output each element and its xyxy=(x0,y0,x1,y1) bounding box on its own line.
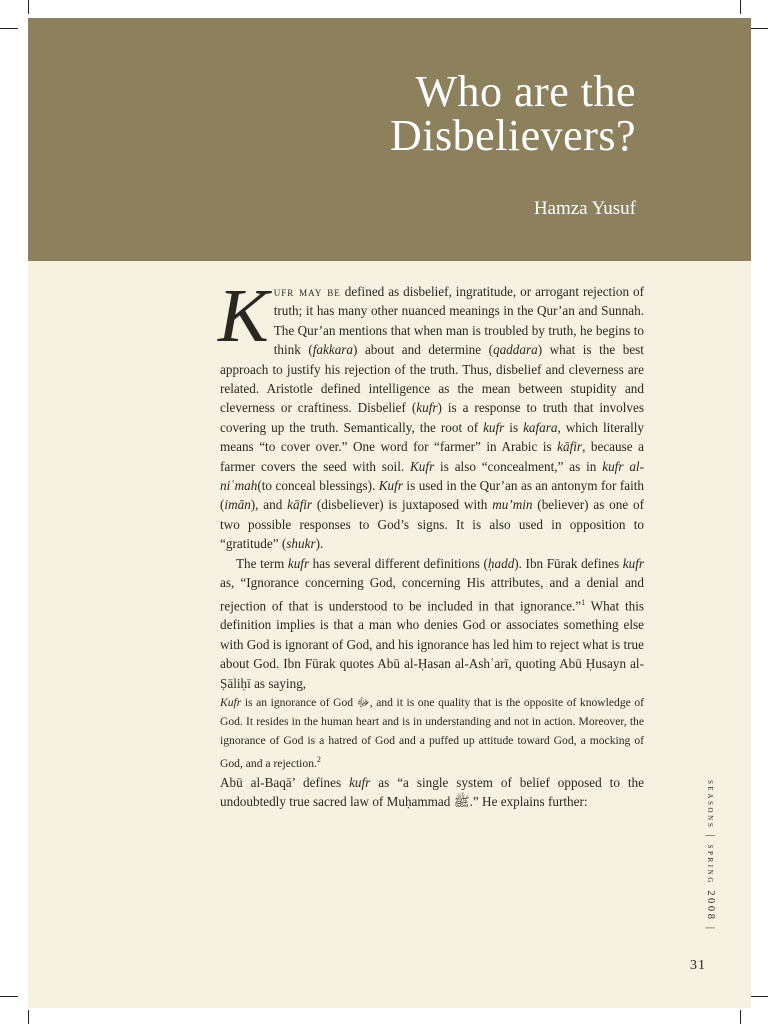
author-name: Hamza Yusuf xyxy=(533,198,636,219)
text-run: as, “Ignorance concerning God, concerning His attributes, and a denial and rejection of that is understood to be included in that ignorance.” xyxy=(220,575,644,613)
crop-mark xyxy=(28,1010,29,1024)
drop-cap: K xyxy=(218,274,269,358)
text-run: defined as disbelief, ingratitude, or arrogant rejection of truth; it has many other nuanced meanings in the Qur’an and Sunnah. The Qur’an mentions that when man is troubled by truth, he begins to think ( xyxy=(273,284,645,358)
italic-term: kufr xyxy=(622,555,644,571)
italic-term: shukr xyxy=(286,536,316,552)
crop-mark xyxy=(740,1010,741,1024)
crop-mark xyxy=(28,0,29,14)
text-run: Abū al-Baqā’ defines xyxy=(220,774,350,790)
article-body xyxy=(218,274,645,812)
title-banner xyxy=(28,18,751,261)
text-run: is also “concealment,” as in xyxy=(434,458,603,474)
title-line-1: Who are the xyxy=(415,67,636,116)
text-run: is an ignorance of God ﷻ, and it is one quality that is the opposite of knowledge of God. It resides in the human heart and is in understanding and not in action. Moreover, the ignorance of God is a hatred of God and a puffed up attitude toward God, a mocking of God, and a rejection. xyxy=(220,695,644,770)
italic-term: ḥadd xyxy=(487,555,515,571)
crop-mark xyxy=(750,996,768,997)
paragraph-3 xyxy=(220,773,644,812)
text-run: (to conceal blessings). xyxy=(257,478,379,494)
paragraph-1 xyxy=(218,274,645,554)
italic-term: kāfir xyxy=(287,497,313,513)
page xyxy=(28,18,751,1008)
text-run: ) about and determine ( xyxy=(353,342,493,358)
italic-term: kufr xyxy=(349,774,371,790)
italic-term: Kufr xyxy=(410,458,435,474)
journal-sidebar xyxy=(697,780,719,954)
text-run: as “a single system of belief opposed to the undoubtedly true sacred law of Muḥammad ﷺ.” He explains further: xyxy=(220,774,644,810)
text-run: , because a farmer covers the seed with soil. xyxy=(220,439,644,474)
footnote-ref[interactable]: 1 xyxy=(581,597,586,607)
block-quote xyxy=(220,693,644,773)
italic-term: kafara xyxy=(523,419,558,435)
text-run: The term xyxy=(236,555,288,571)
italic-term: mu’min xyxy=(492,497,533,513)
paragraph-2 xyxy=(220,554,644,693)
italic-term: fakkara xyxy=(312,342,354,358)
text-run: is xyxy=(504,419,524,435)
text-run: is used in the Qur’an as an antonym for faith ( xyxy=(220,478,644,513)
crop-mark xyxy=(0,28,18,29)
italic-term: kufr xyxy=(416,400,438,416)
italic-term: Kufr xyxy=(220,695,242,709)
text-run: What this definition implies is that a man who denies God or associates something else with God is ignorant of God, and his ignorance has led him to reject what is true about God. Ibn Fūrak quotes Abū al-Ḥasan al-Ashʿarī, quoting Abū Ḥusayn al-Ṣāliḥī as saying, xyxy=(220,597,645,691)
text-run: ). xyxy=(315,536,324,552)
italic-term: kufr xyxy=(287,555,310,571)
title-line-2: Disbelievers? xyxy=(390,111,636,160)
italic-term: kufr al-niʿmah xyxy=(220,458,644,494)
italic-term: qaddara xyxy=(492,342,538,358)
italic-term: kāfir xyxy=(557,439,583,455)
text-run: ). Ibn Fūrak defines xyxy=(514,555,623,571)
crop-mark xyxy=(750,28,768,29)
footnote-ref[interactable]: 2 xyxy=(316,754,321,764)
crop-mark xyxy=(740,0,741,14)
crop-mark xyxy=(0,996,18,997)
text-run: (believer) as one of two possible responses to God’s signs. It is also used in opposition to “gratitude” ( xyxy=(220,497,645,552)
text-run: ), and xyxy=(250,497,288,513)
text-run: has several different definitions ( xyxy=(309,555,488,571)
text-run: , which literally means “to cover over.” One word for “farmer” in Arabic is xyxy=(220,419,644,455)
text-run: (disbeliever) is juxtaposed with xyxy=(312,497,493,513)
page-number: 31 xyxy=(690,958,706,973)
lead-in-smallcaps: ufr may be xyxy=(273,284,341,299)
text-run: ) what is the best approach to justify his rejection of the truth. Thus, disbelief and cleverness are related. Aristotle defined intelligence as the mean between stupidity and cleverness or craftiness. Disbelief ( xyxy=(220,342,644,416)
italic-term: imān xyxy=(224,497,251,513)
italic-term: kufr xyxy=(483,419,505,435)
article-title xyxy=(390,67,636,160)
italic-term: Kufr xyxy=(378,478,403,494)
journal-issue-label: seasons | spring 2008 | xyxy=(705,780,716,932)
text-run: ) is a response to truth that involves covering up the truth. Semantically, the root of xyxy=(220,400,645,435)
